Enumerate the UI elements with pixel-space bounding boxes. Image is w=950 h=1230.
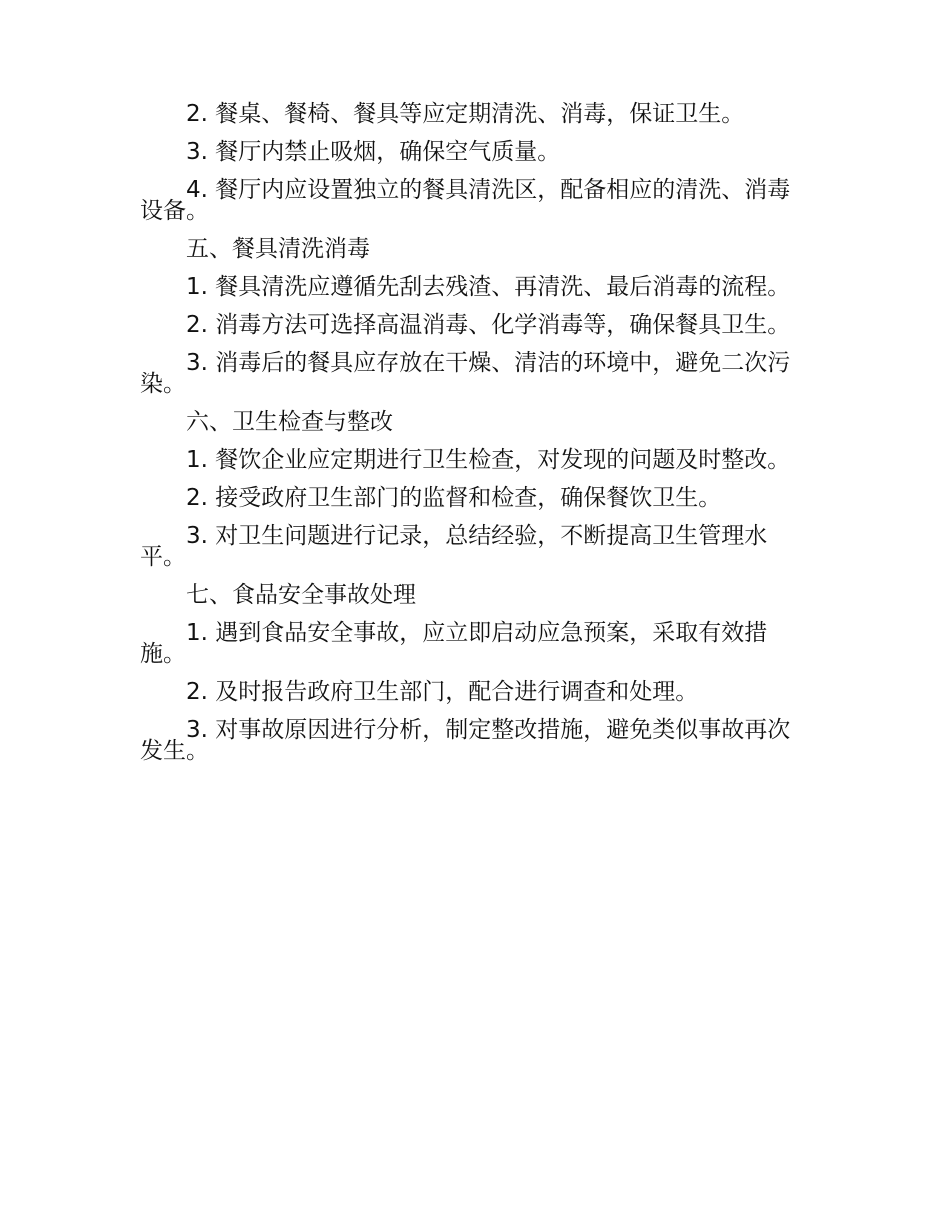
paragraph-emergency-plan: 1. 遇到食品安全事故，应立即启动应急预案，采取有效措施。 bbox=[140, 620, 768, 667]
paragraph-disinfection-method: 2. 消毒方法可选择高温消毒、化学消毒等，确保餐具卫生。 bbox=[186, 312, 791, 338]
section-heading-inspection: 六、卫生检查与整改 bbox=[186, 409, 393, 435]
document-body bbox=[140, 101, 812, 779]
paragraph-no-smoking: 3. 餐厅内禁止吸烟，确保空气质量。 bbox=[186, 139, 561, 165]
section-heading-incident-handling: 七、食品安全事故处理 bbox=[186, 582, 416, 608]
paragraph-regular-inspection: 1. 餐饮企业应定期进行卫生检查，对发现的问题及时整改。 bbox=[186, 447, 791, 473]
paragraph-report: 2. 及时报告政府卫生部门，配合进行调查和处理。 bbox=[186, 679, 699, 705]
paragraph-analysis: 3. 对事故原因进行分析，制定整改措施，避免类似事故再次发生。 bbox=[140, 717, 791, 764]
paragraph-records: 3. 对卫生问题进行记录，总结经验，不断提高卫生管理水平。 bbox=[140, 523, 768, 570]
paragraph-cleaning-process: 1. 餐具清洗应遵循先刮去残渣、再清洗、最后消毒的流程。 bbox=[186, 274, 791, 300]
paragraph-cleaning-area: 4. 餐厅内应设置独立的餐具清洗区，配备相应的清洗、消毒设备。 bbox=[140, 177, 791, 224]
paragraph-storage: 3. 消毒后的餐具应存放在干燥、清洁的环境中，避免二次污染。 bbox=[140, 350, 791, 397]
section-heading-tableware-disinfection: 五、餐具清洗消毒 bbox=[186, 236, 370, 262]
paragraph-tableware-cleaning: 2. 餐桌、餐椅、餐具等应定期清洗、消毒，保证卫生。 bbox=[186, 101, 745, 127]
paragraph-government-supervision: 2. 接受政府卫生部门的监督和检查，确保餐饮卫生。 bbox=[186, 485, 722, 511]
